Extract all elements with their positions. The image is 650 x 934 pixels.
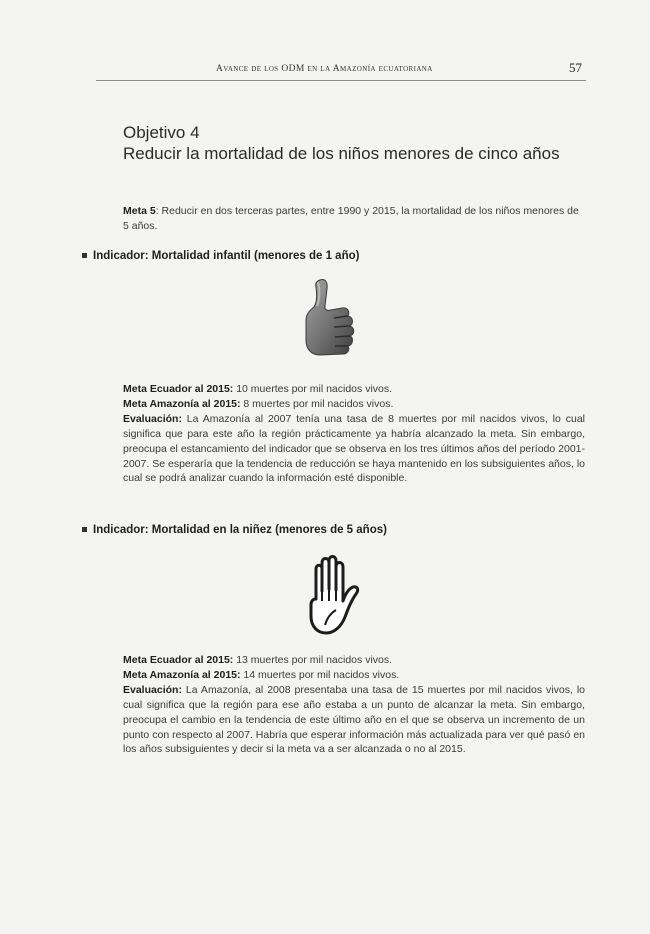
objective-number: Objetivo 4 [123, 123, 200, 142]
amazonia-goal-value: 14 muertes por mil nacidos vivos. [240, 668, 400, 681]
evaluation-text: La Amazonía, al 2008 presentaba una tasa de 15 muertes por mil nacidos vivos, lo cual significa que la región para ese año estaba a un punto de alcanzar la meta. Sin embargo, preocupa el cambio en la tendencia de este último año en el que se observa un incremento de un punto con respecto al 2007. Habría que esperar información más actualizada para ver qué pasó en los años subsiguientes y decir si la meta va a ser alcanzada o no al 2015. [123, 683, 585, 756]
goal-statement [123, 204, 585, 234]
goal-text: : Reducir en dos terceras partes, entre 1990 y 2015, la mortalidad de los niños menores de 5 años. [123, 205, 579, 232]
stop-hand-icon [298, 555, 364, 637]
evaluation-text: La Amazonía al 2007 tenía una tasa de 8 muertes por mil nacidos vivos, lo cual significa que para este año la región prácticamente ya habría alcanzado la meta. Sin embargo, preocupa el estancamiento del indicador que se observa en los tres últimos años del período 2001-2007. Se esperaría que la tendencia de reducción se haya mantenido en los subsiguientes años, lo cual se podrá analizar cuando la información esté disponible. [123, 412, 585, 485]
evaluation-label: Evaluación: [123, 412, 182, 425]
indicator-label: Indicador: Mortalidad en la niñez (menores de 5 años) [93, 524, 387, 536]
indicator-label: Indicador: Mortalidad infantil (menores de 1 año) [93, 250, 360, 262]
amazonia-goal-label: Meta Amazonía al 2015: [123, 668, 241, 681]
amazonia-goal-label: Meta Amazonía al 2015: [123, 397, 241, 410]
indicator-1-details [123, 382, 585, 486]
ecuador-goal-label: Meta Ecuador al 2015: [123, 383, 234, 395]
indicator-child-mortality [82, 524, 387, 536]
goal-label: Meta 5 [123, 205, 156, 217]
indicator-2-details [123, 653, 585, 757]
objective-heading [123, 122, 593, 164]
thumbs-up-icon [298, 276, 362, 366]
ecuador-goal-value: 10 muertes por mil nacidos vivos. [233, 383, 393, 395]
running-header [96, 60, 586, 81]
page-number: 57 [569, 60, 582, 75]
ecuador-goal-label: Meta Ecuador al 2015: [123, 654, 234, 666]
indicator-infant-mortality [82, 250, 359, 262]
objective-title: Reducir la mortalidad de los niños menores de cinco años [123, 144, 560, 163]
running-header-title: Avance de los ODM en la Amazonía ecuatoriana [216, 64, 433, 74]
amazonia-goal-value: 8 muertes por mil nacidos vivos. [240, 397, 394, 410]
ecuador-goal-value: 13 muertes por mil nacidos vivos. [233, 654, 393, 666]
bullet-icon [82, 527, 87, 532]
evaluation-label: Evaluación: [123, 683, 182, 696]
bullet-icon [82, 253, 87, 258]
